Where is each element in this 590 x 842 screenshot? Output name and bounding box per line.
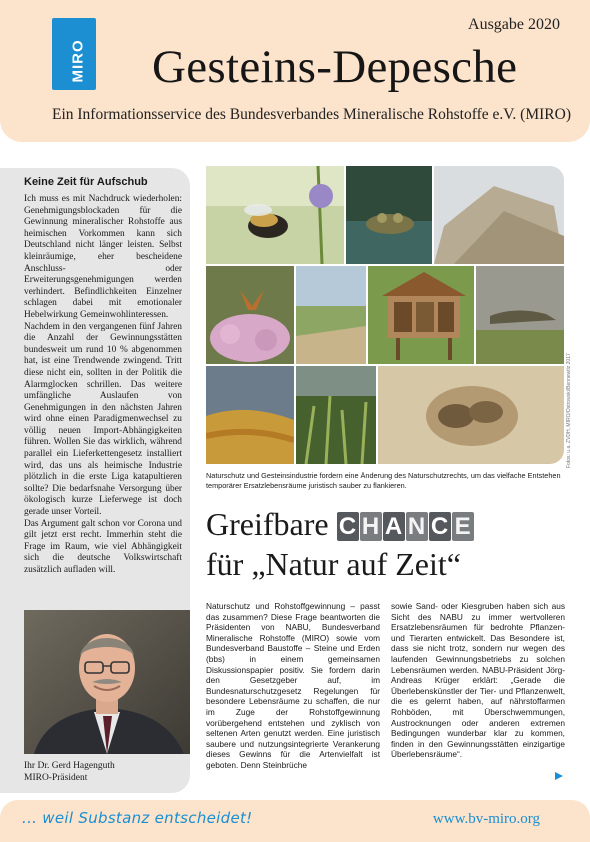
chance-stamp-letters — [337, 508, 475, 544]
miro-logo — [52, 18, 96, 90]
headline-word: Greifbare — [206, 506, 329, 542]
footer-slogan: ... weil Substanz entscheidet! — [22, 809, 253, 827]
headline-line2: für „Natur auf Zeit“ — [206, 546, 461, 582]
chance-letter: C — [429, 512, 451, 541]
butterfly-on-flowers-photo — [206, 266, 294, 364]
newsletter-title: Gesteins-Depesche — [152, 41, 518, 93]
issue-label: Ausgabe 2020 — [468, 16, 560, 33]
photo-collage — [206, 166, 564, 464]
portrait-caption — [24, 761, 115, 784]
chance-letter: N — [406, 512, 428, 541]
photo-credit: Fotos: u.a. ZVDH, MIRO/Ostrowski/Bennewitz 2017 — [566, 353, 572, 468]
article-column-2: sowie Sand- oder Kiesgruben haben sich aus Sicht des NABU zu immer wertvolleren Ersatzlebensräumen für bedrohte Pflanzen- und Tierarten entwickelt. Das Besondere ist, dass sie nicht trotz, sondern nur wegen des laufenden Gewinnungsbetriebs zu solchen Lebensräumen werden. NABU-Präsident Jörg-Andreas Krüger erklärt: „Gerade die Überlebenskünstler der Tier- und Pflanzenwelt, die es gelernt haben, auf nährstoffarmen Rohböden, mit Überschwemmungen, Austrocknungen oder anderen extremen Bedingungen wunderbar klar zu kommen, finden in den Gewinnungsstätten einzigartige Überlebensräume“. — [391, 601, 565, 760]
chance-letter: C — [337, 512, 359, 541]
frog-in-water-photo — [346, 166, 432, 264]
editorial-sidebar — [0, 168, 190, 793]
website-link[interactable]: www.bv-miro.org — [432, 811, 540, 827]
meadow-plants-photo — [296, 366, 376, 464]
gravel-pit-photo — [434, 166, 564, 264]
logo-text: MIRO — [69, 39, 87, 83]
collage-caption: Naturschutz und Gesteinsindustrie fordern eine Änderung des Naturschutzrechts, um das vielfache Entstehen temporärer Ersatzlebensräume juristisch sauber zu flankieren. — [206, 471, 561, 490]
toads-in-sand-photo — [378, 366, 564, 464]
chance-letter: E — [452, 512, 474, 541]
insect-hotel-photo — [368, 266, 474, 364]
portrait-name: Ihr Dr. Gerd Hagenguth — [24, 761, 115, 771]
continue-arrow-icon — [555, 772, 563, 780]
editorial-paragraph: Das Argument galt schon vor Corona und gilt jetzt erst recht. Immerhin steht die Frage im Raum, wie viel Abhängigkeit sich die deutsche Volkswirtschaft zusätzlich aufladen will. — [24, 518, 182, 575]
editorial-title: Keine Zeit für Aufschub — [24, 176, 148, 188]
sandy-field-photo — [296, 266, 366, 364]
article-column-1: Naturschutz und Rohstoffgewinnung – passt das zusammen? Diese Frage beantworten die Präsidenten von NABU, Bundesverband Mineralische Rohstoffe (MIRO) sowie vom Bundesverband Baustoffe – Steine und Erden (bbs) in einem gemeinsamen Diskussionspapier positiv. Sie fordern darin den Gesetzgeber auf, im Bundesnaturschutzgesetz Regelungen für besondere Lebensräume zu schaffen, die nur im Zuge der Rohstoffgewinnung vorübergehend entstehen und zyklisch von seltenen Arten genutzt werden. Eine juristisch saubere und nutzungsintegrierte Verankerung dieses Gewinns für die Artenvielfalt ist geboten. Denn Steinbrüche — [206, 601, 380, 770]
portrait-role: MIRO-Präsident — [24, 772, 88, 783]
portrait-photo — [24, 610, 190, 754]
chance-letter: H — [360, 512, 382, 541]
rust-water-photo — [206, 366, 294, 464]
editorial-paragraph: Nachdem in den vergangenen fünf Jahren die Anzahl der Gewinnungsstätten bundesweit um rund 10 % abgenommen hat, ist eine Trendwende zwingend. Tritt diese nicht ein, sollten in der Politik die Alarmglocken schrillen. Das weitere umfängliche Auslaufen von Genehmigungen in den nächsten Jahren wird ohne einen Paradigmenwechsel zu völlig neuen Import-Abhängigkeiten führen. Wollen Sie das wirklich, während parallel ein Lieferkettengesetz installiert wird, das uns als heimische Industrie plötzlich in die erste Liga katapultieren sollte? Die bedarfsnahe Versorgung über ökologisch kurze Lieferwege ist doch gerade unser Vorteil. — [24, 321, 182, 518]
editorial-paragraph: Ich muss es mit Nachdruck wiederholen: Genehmigungsblockaden für die Gewinnung mineralischer Rohstoffe aus heimischen Vorkommen kann sich Deutschland nicht länger leisten. Selbst kleinräumige, eher bescheidene Anschluss- oder Erweiterungsgenehmigungen werden verhindert. Befindlichkeiten Einzelner schlagen dabei mit emotionaler Hebelwirkung Gemeinwohlinteressen. — [24, 194, 182, 320]
bee-on-flower-photo — [206, 166, 344, 264]
newsletter-subtitle: Ein Informationsservice des Bundesverbandes Mineralische Rohstoffe e.V. (MIRO) — [52, 106, 571, 123]
chance-letter: A — [383, 512, 405, 541]
article-headline — [206, 506, 475, 582]
editorial-text — [24, 194, 182, 577]
lizard-on-rock-photo — [476, 266, 564, 364]
